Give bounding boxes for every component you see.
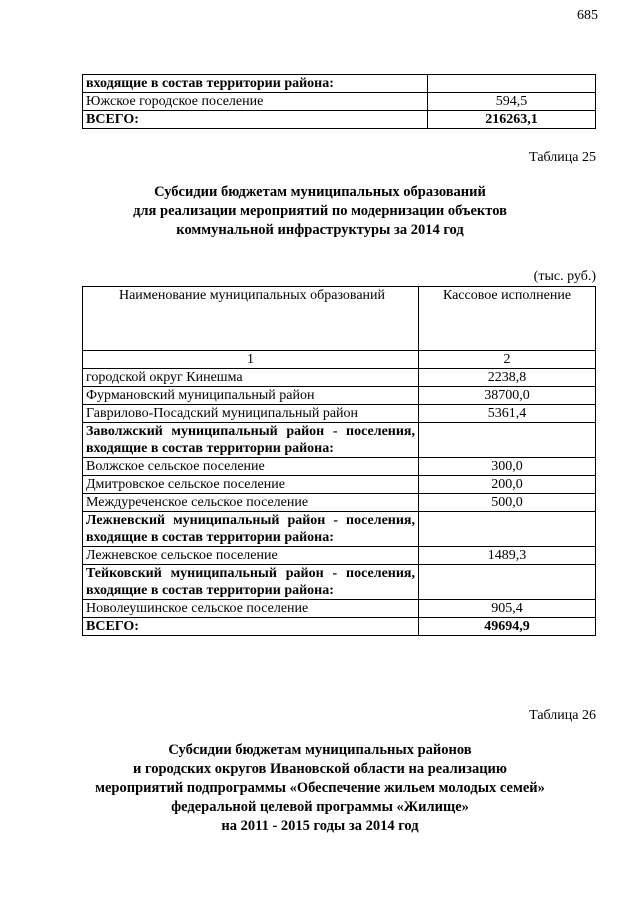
table-row [83,387,596,405]
table-26-heading-line: федеральной целевой программы «Жилище» [171,799,469,815]
table-row [83,423,596,458]
row-value: 2238,8 [419,369,596,387]
row-value: 49694,9 [419,618,596,636]
table-26-heading-line: на 2011 - 2015 годы за 2014 год [221,818,419,834]
row-name: Фурмановский муниципальный район [83,387,419,405]
column-header: Кассовое исполнение [419,287,596,351]
row-name: городской округ Кинешма [83,369,419,387]
row-name: Волжское сельское поселение [83,458,419,476]
row-value: 594,5 [428,93,596,111]
table-row [83,494,596,512]
table-26-heading-line: Субсидии бюджетам муниципальных районов [168,742,472,758]
column-number: 2 [419,351,596,369]
table-26-label: Таблица 26 [529,708,596,723]
row-value: 38700,0 [419,387,596,405]
column-header: Наименование муниципальных образований [83,287,419,351]
table-top-continuation [82,74,596,129]
row-value: 1489,3 [419,547,596,565]
table-26-heading-line: мероприятий подпрограммы «Обеспечение жильем молодых семей» [95,780,545,796]
table-25-heading-line: Субсидии бюджетам муниципальных образований [154,184,486,200]
row-value: 200,0 [419,476,596,494]
table-25-label: Таблица 25 [529,150,596,165]
table-row [83,405,596,423]
row-value: 300,0 [419,458,596,476]
row-name: Заволжский муниципальный район - поселения, входящие в состав территории района: [83,423,419,458]
row-value: 216263,1 [428,111,596,129]
row-name: Новолеушинское сельское поселение [83,600,419,618]
row-value [419,565,596,600]
row-value [419,423,596,458]
table-row [83,111,596,129]
table-row [83,93,596,111]
row-name: входящие в состав территории района: [83,75,428,93]
row-name: ВСЕГО: [83,111,428,129]
table-26-heading [0,741,640,836]
row-name: Лежневское сельское поселение [83,547,419,565]
table-row [83,547,596,565]
row-name: Дмитровское сельское поселение [83,476,419,494]
column-number: 1 [83,351,419,369]
row-name: Южское городское поселение [83,93,428,111]
page-number: 685 [577,8,598,23]
row-value [419,512,596,547]
row-value [428,75,596,93]
row-name: ВСЕГО: [83,618,419,636]
table-row [83,476,596,494]
unit-label: (тыс. руб.) [533,269,596,284]
table-25-heading [0,183,640,240]
table-header-row [83,287,596,351]
row-value: 5361,4 [419,405,596,423]
column-number-row [83,351,596,369]
table-25-heading-line: для реализации мероприятий по модернизации объектов [133,203,507,219]
table-row [83,512,596,547]
table-25-heading-line: коммунальной инфраструктуры за 2014 год [176,222,464,238]
table-25 [82,286,596,636]
row-value: 500,0 [419,494,596,512]
table-row [83,458,596,476]
row-name: Лежневский муниципальный район - поселения, входящие в состав территории района: [83,512,419,547]
table-row [83,75,596,93]
row-name: Гаврилово-Посадский муниципальный район [83,405,419,423]
table-row [83,565,596,600]
row-name: Тейковский муниципальный район - поселения, входящие в состав территории района: [83,565,419,600]
table-row [83,618,596,636]
row-value: 905,4 [419,600,596,618]
table-row [83,369,596,387]
row-name: Междуреченское сельское поселение [83,494,419,512]
table-26-heading-line: и городских округов Ивановской области на реализацию [133,761,507,777]
table-row [83,600,596,618]
